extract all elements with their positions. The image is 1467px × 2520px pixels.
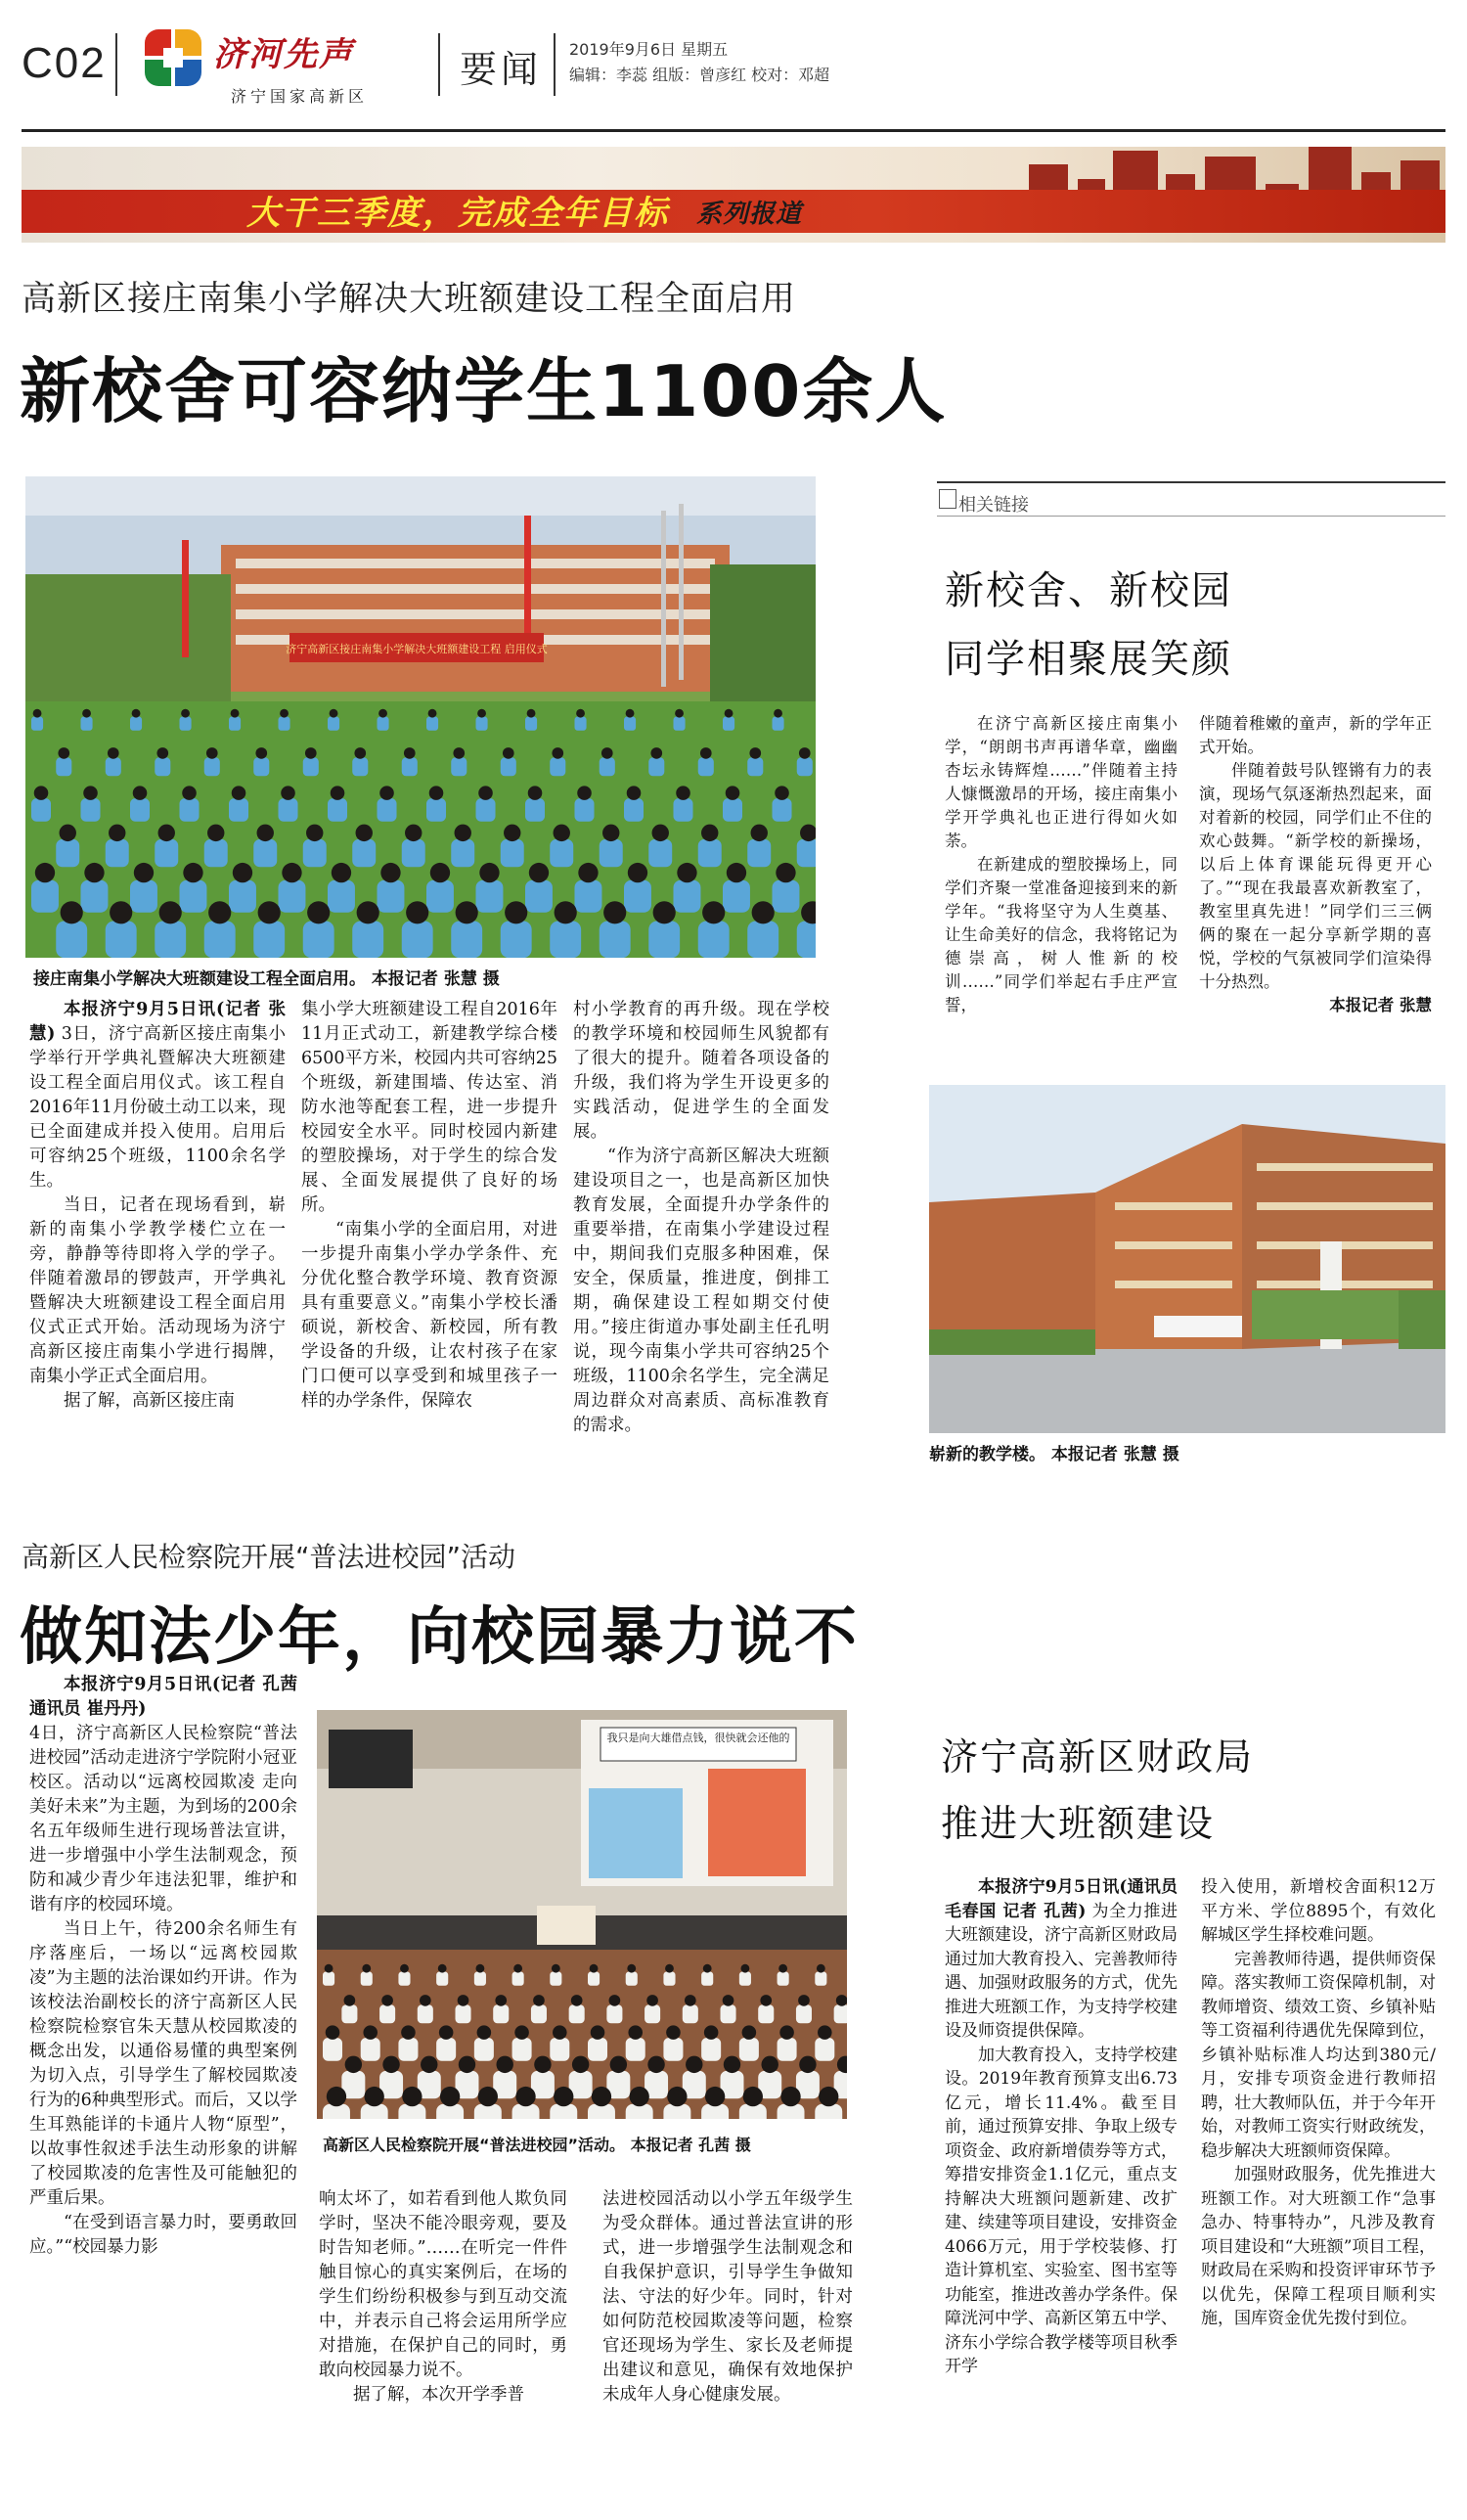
article2-dateline: 本报济宁9月5日讯(记者 孔茜 通讯员 崔丹丹) [29, 1675, 297, 1719]
sidebar-rule [937, 481, 1445, 483]
law-lecture-photo [317, 1710, 847, 2119]
divider [438, 33, 440, 96]
law-lecture-image [317, 1710, 847, 2119]
article2-column-1: 本报济宁9月5日讯(记者 孔茜 通讯员 崔丹丹) 4日，济宁高新区人民检察院“普法进校园”活动走进济宁学院附小冠亚校区。活动以“远离校园欺凌 走向美好未来”为主题，为到场的200余名五年级师生进行现场普法宣讲，进一步增强中小学生法制观念，预防和减少青少年违法犯罪，维护和谐有序的校园环境。 当日上午，待200余名师生有序落座后，一场以“远离校园欺凌”为主题的法治课如约开讲。作为该校法治副校长的济宁高新区人民检察院检察官朱天慧从校园欺凌的概念出发，以通俗易懂的典型案例为切入点，引导学生了解校园欺凌行为的6种典型形式。而后，又以学生耳熟能详的卡通片人物“原型”，以故事性叙述手法生动形象的讲解了校园欺凌的危害性及可能触犯的严重后果。 “在受到语言暴力时，要勇敢回应。”“校园暴力影 [29, 1675, 297, 2257]
sidebar-byline: 本报记者 张慧 [1329, 996, 1432, 1014]
article1-column-1: 本报济宁9月5日讯(记者 张慧) 3日，济宁高新区接庄南集小学举行开学典礼暨解决大班额建设工程全面启用仪式。该工程自2016年11月份破土动工以来，现已全面建成并投入使用。启用后可容纳25个班级，1100余名学生。 当日，记者在现场看到，崭新的南集小学教学楼伫立在一旁，静静等待即将入学的学子。伴随着激昂的锣鼓声，开学典礼暨解决大班额建设工程全面启用仪式正式开始。活动现场为济宁高新区接庄南集小学进行揭牌，南集小学正式全面启用。 据了解，高新区接庄南 [29, 1000, 286, 1411]
issue-editors: 编辑：李蕊 组版：曾彦红 校对：邓超 [569, 66, 830, 84]
article2-headline: 做知法少年，向校园暴力说不 [20, 1601, 859, 1674]
article1-column-3: 村小学教育的再升级。现在学校的教学环境和校园师生风貌都有了很大的提升。随着各项设备的升级，我们将为学生开设更多的实践活动，促进学生的全面发展。 “作为济宁高新区解决大班额建设项目之一，也是高新区加快教育发展，全面提升办学条件的重要举措，在南集小学建设过程中，期间我们克服多种困难，保安全，保质量，推进度，倒排工期，确保建设工程如期交付使用。”接庄街道办事处副主任孔明说，现今南集小学共可容纳25个班级，1100余名学生，完全满足周边群众对高素质、高标准教育的需求。 [573, 1000, 829, 1435]
sidebar-column-1: 在济宁高新区接庄南集小学，“朗朗书声再谱华章，幽幽杏坛永铸辉煌……”伴随着主持人慷慨激昂的开场，接庄南集小学开学典礼也正进行得如火如荼。 在新建成的塑胶操场上，同学们齐聚一堂准备迎接到来的新学年。“我将坚守为人生奠基、让生命美好的信念，我将铭记为德崇高，树人惟新的校训……”同学们举起右手庄严宣誓， [945, 714, 1178, 1014]
school-building-image [929, 1085, 1445, 1433]
article3-column-1: 本报济宁9月5日讯(通讯员 毛春国 记者 孔茜) 为全力推进大班额建设，济宁高新区财政局通过加大教育投入、完善教师待遇、加强财政服务的方式，优先推进大班额工作，为支持学校建设及师资提供保障。 加大教育投入，支持学校建设。2019年教育预算支出6.73亿元，增长11.4%。截至目前，通过预算安排、争取上级专项资金、政府新增债券等方式，筹措安排资金1.1亿元，重点支持解决大班额问题新建、改扩建、续建等项目建设，安排资金4066万元，用于学校装修、打造计算机室、实验室、图书室等功能室，推进改善办学条件。保障洸河中学、高新区第五中学、济东小学综合教学楼等项目秋季开学 [945, 1877, 1178, 2376]
brand-subtitle: 济宁国家高新区 [231, 87, 369, 106]
photo1-caption: 接庄南集小学解决大班额建设工程全面启用。 本报记者 张慧 摄 [33, 969, 500, 989]
screen-text: 我只是向大雄借点钱，很快就会还他的 [606, 1732, 790, 1744]
section-name: 要闻 [460, 48, 543, 91]
sidebar-label: 相关链接 [958, 495, 1029, 516]
ceremony-photo-image [25, 476, 816, 958]
sidebar-headline-line2: 同学相聚展笑颜 [945, 637, 1232, 682]
article2-column-2: 响太坏了，如若看到他人欺负同学时，坚决不能冷眼旁观，要及时告知老师。”……在听完一件件触目惊心的真实案例后，在场的学生们纷纷积极参与到互动交流中，并表示自己将会运用所学应对措施，在保护自己的同时，勇敢向校园暴力说不。 据了解，本次开学季普 [319, 2189, 567, 2405]
sidebar-column-2: 伴随着稚嫩的童声，新的学年正式开始。 伴随着鼓号队铿锵有力的表演，现场气氛逐渐热烈起来，面对着新的校园，同学们止不住的欢心鼓舞。“新学校的新操场，以后上体育课能玩得更开心了。”“现在我最喜欢新教室了，教室里真先进！”同学们三三俩俩的聚在一起分享新学期的喜悦，学校的气氛被同学们渲染得十分热烈。 本报记者 张慧 [1199, 712, 1432, 1017]
article2-kicker: 高新区人民检察院开展“普法进校园”活动 [22, 1541, 516, 1573]
link-icon [939, 489, 956, 509]
ceremony-banner-text: 济宁高新区接庄南集小学解决大班额建设工程 启用仪式 [286, 643, 548, 655]
photo3-caption: 高新区人民检察院开展“普法进校园”活动。 本报记者 孔茜 摄 [323, 2136, 751, 2154]
article3-headline-line1: 济宁高新区财政局 [941, 1735, 1255, 1778]
article1-kicker: 高新区接庄南集小学解决大班额建设工程全面启用 [22, 280, 797, 319]
ceremony-photo [25, 476, 816, 958]
article3-dateline: 本报济宁9月5日讯(通讯员 毛春国 记者 孔茜) [945, 1877, 1178, 1921]
article3-headline-line2: 推进大班额建设 [941, 1802, 1216, 1845]
banner-series-label: 系列报道 [696, 200, 803, 229]
sidebar-rule [937, 516, 1445, 517]
divider [115, 33, 117, 96]
article1-dateline: 本报济宁9月5日讯(记者 张慧) [29, 1000, 286, 1044]
header-rule [22, 129, 1445, 132]
issue-date: 2019年9月6日 星期五 [569, 40, 729, 59]
sidebar-headline-line1: 新校舍、新校园 [945, 568, 1232, 613]
divider [554, 33, 556, 96]
article3-column-2: 投入使用，新增校舍面积12万平方米、学位8895个，有效化解城区学生择校难问题。 完善教师待遇，提供师资保障。落实教师工资保障机制，对教师增资、绩效工资、乡镇补贴等工资福利待遇优先保障到位，乡镇补贴标准人均达到380元/月，安排专项资金进行教师招聘，壮大教师队伍，并于今年开始，对教师工资实行财政统发，稳步解决大班额师资保障。 加强财政服务，优先推进大班额工作。对大班额工作“急事急办、特事特办”，凡涉及教育项目建设和“大班额”项目工程，财政局在采购和投资评审环节予以优先，保障工程项目顺利实施，国库资金优先拨付到位。 [1201, 1877, 1436, 2328]
article1-headline: 新校舍可容纳学生1100余人 [20, 350, 948, 432]
school-building-photo [929, 1085, 1445, 1433]
page-number: C02 [22, 39, 107, 87]
logo-icon [145, 29, 201, 86]
banner-title: 大干三季度，完成全年目标 [246, 194, 669, 233]
article1-column-2: 集小学大班额建设工程自2016年11月正式动工，新建教学综合楼6500平方米，校园内共可容纳25个班级，新建围墙、传达室、消防水池等配套工程，进一步提升校园安全水平。同时校园内新建的塑胶操场，对于学生的综合发展、全面发展提供了良好的场所。 “南集小学的全面启用，对进一步提升南集小学办学条件、充分优化整合教学环境、教育资源具有重要意义。”南集小学校长潘硕说，新校舍、新校园，所有教学设备的升级，让农村孩子在家门口便可以享受到和城里孩子一样的办学条件，保障农 [301, 1000, 557, 1411]
brand-name: 济河先声 [213, 35, 354, 74]
article2-column-3: 法进校园活动以小学五年级学生为受众群体。通过普法宣讲的形式，进一步增强学生法制观念和自我保护意识，引导学生争做知法、守法的好少年。同时，针对如何防范校园欺凌等问题，检察官还现场为学生、家长及老师提出建议和意见，确保有效地保护未成年人身心健康发展。 [602, 2189, 853, 2405]
series-banner [22, 147, 1445, 243]
photo2-caption: 崭新的教学楼。 本报记者 张慧 摄 [929, 1445, 1179, 1464]
